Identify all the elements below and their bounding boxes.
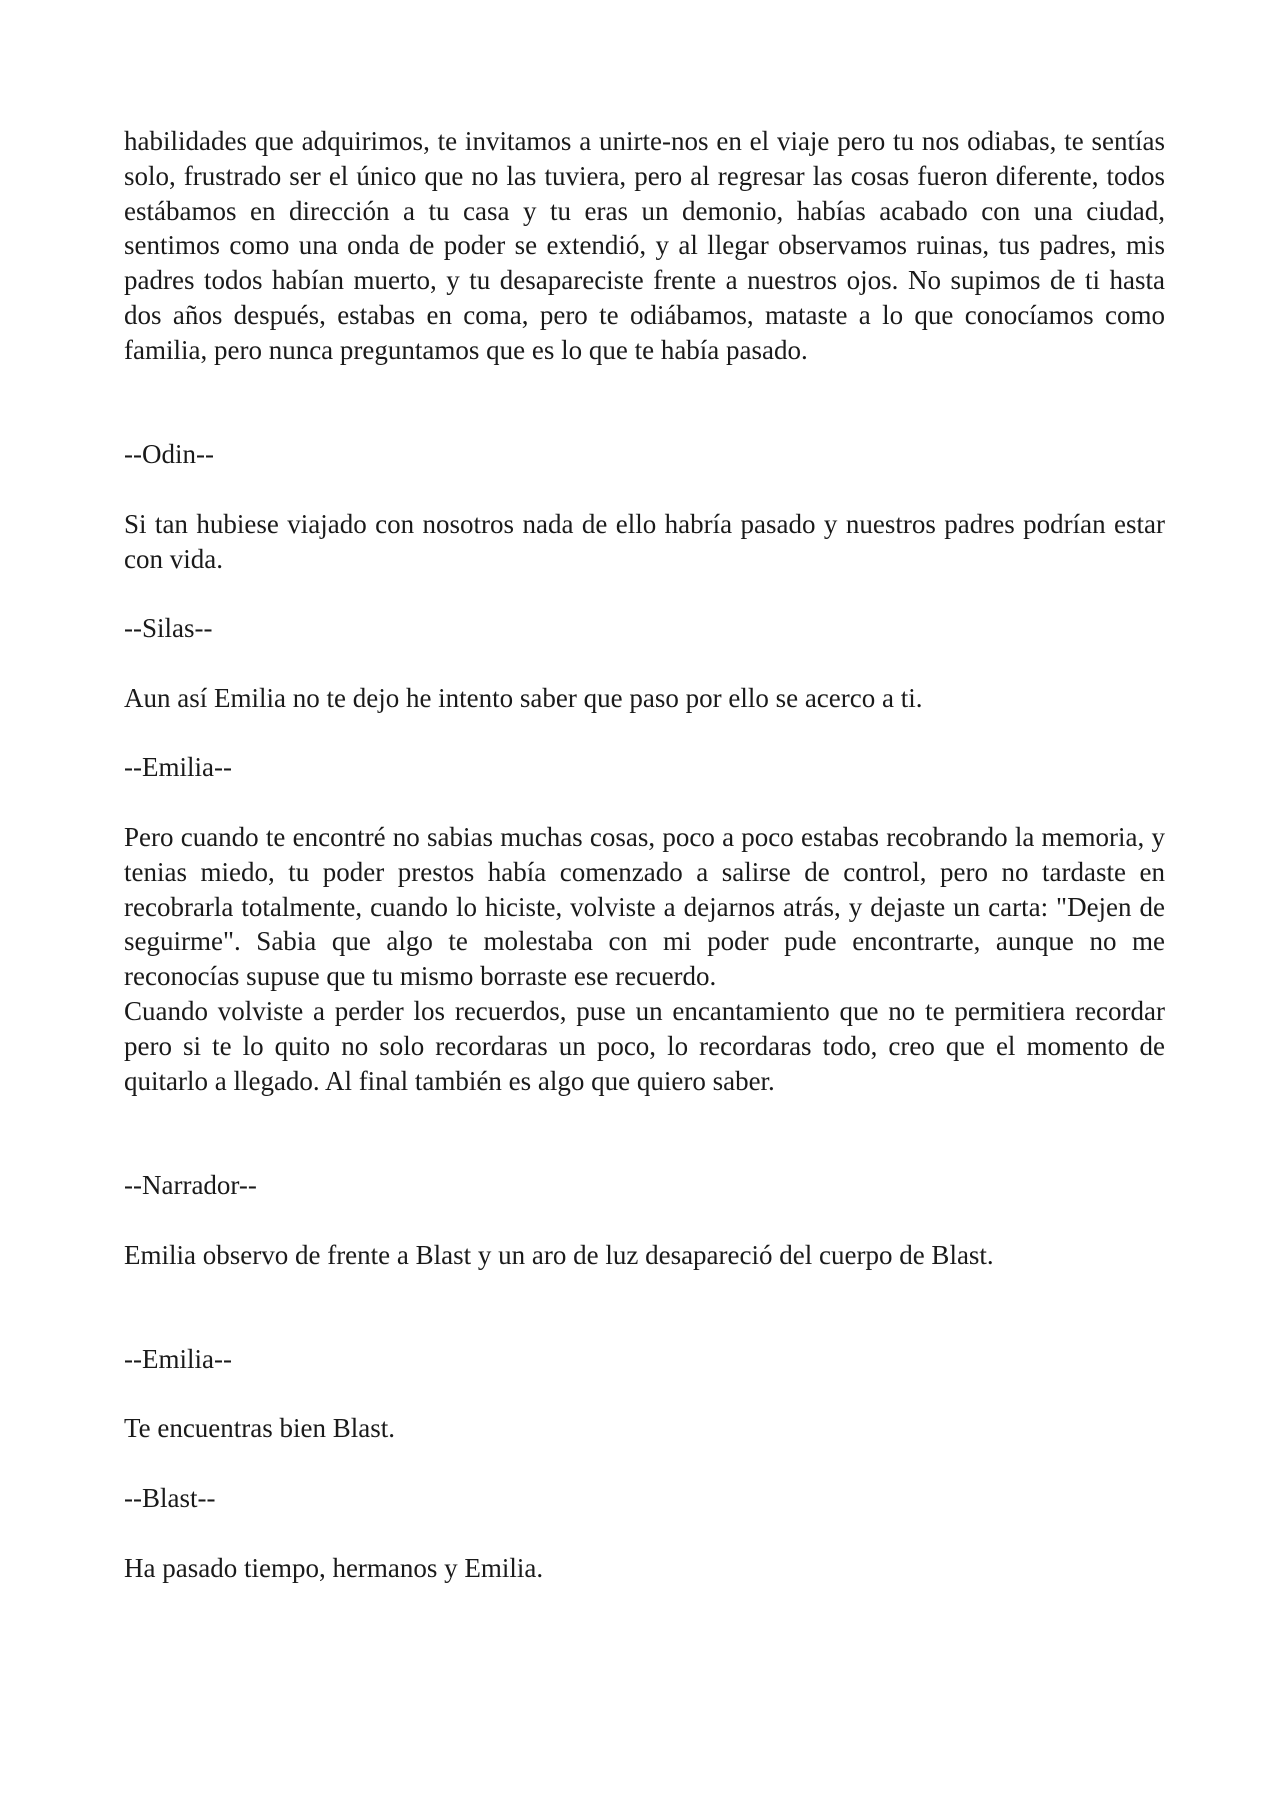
paragraph-narrador: Emilia observo de frente a Blast y un aro de luz desapareció del cuerpo de Blast. xyxy=(124,1239,994,1270)
spacer xyxy=(124,1203,1165,1238)
spacer xyxy=(124,1098,1165,1168)
spacer xyxy=(124,1446,1165,1481)
paragraph-emilia-question: Te encuentras bien Blast. xyxy=(124,1413,396,1444)
spacer xyxy=(124,785,1165,820)
spacer xyxy=(124,1516,1165,1551)
paragraph-backstory: habilidades que adquirimos, te invitamos a unirte-nos en el viaje pero tu nos odiabas, te sentías solo, frustrado ser el único que no las tuviera, pero al regresar las cosas fueron diferente, todos estábamos en dirección a tu casa y tu eras un demonio, habías acabado con una ciudad, sentimos como una onda de poder se extendió, y al llegar observamos ruinas, tus padres, mis padres todos habían muerto, y tu desapareciste frente a nuestros ojos. No supimos de ti hasta dos años después, estabas en coma, pero te odiábamos, mataste a lo que conocíamos como familia, pero nunca preguntamos que es lo que te había pasado. xyxy=(124,126,1165,365)
speaker-silas: --Silas-- xyxy=(124,613,213,644)
spacer xyxy=(124,1377,1165,1412)
spacer xyxy=(124,368,1165,438)
speaker-narrador: --Narrador-- xyxy=(124,1169,257,1200)
paragraph-silas: Aun así Emilia no te dejo he intento saber que paso por ello se acerco a ti. xyxy=(124,682,923,713)
speaker-odin: --Odin-- xyxy=(124,439,214,470)
spacer xyxy=(124,716,1165,751)
speaker-emilia-second: --Emilia-- xyxy=(124,1343,232,1374)
spacer xyxy=(124,646,1165,681)
paragraph-emilia-enchantment: Cuando volviste a perder los recuerdos, puse un encantamiento que no te permitiera recordar pero si te lo quito no solo recordaras un poco, lo recordaras todo, creo que el momento de quitarlo a llegado. Al final también es algo que quiero saber. xyxy=(124,995,1165,1096)
speaker-emilia: --Emilia-- xyxy=(124,752,232,783)
document-page xyxy=(124,124,1165,1585)
spacer xyxy=(124,472,1165,507)
spacer xyxy=(124,576,1165,611)
paragraph-blast: Ha pasado tiempo, hermanos y Emilia. xyxy=(124,1552,544,1583)
spacer xyxy=(124,1272,1165,1342)
paragraph-emilia-memory: Pero cuando te encontré no sabias muchas cosas, poco a poco estabas recobrando la memoria, y tenias miedo, tu poder prestos había comenzado a salirse de control, pero no tardaste en recobrarla totalmente, cuando lo hiciste, volviste a dejarnos atrás, y dejaste un carta: "Dejen de seguirme". Sabia que algo te molestaba con mi poder pude encontrarte, aunque no me reconocías supuse que tu mismo borraste ese recuerdo. xyxy=(124,821,1165,992)
paragraph-odin: Si tan hubiese viajado con nosotros nada de ello habría pasado y nuestros padres podrían estar con vida. xyxy=(124,508,1165,574)
speaker-blast: --Blast-- xyxy=(124,1483,216,1514)
